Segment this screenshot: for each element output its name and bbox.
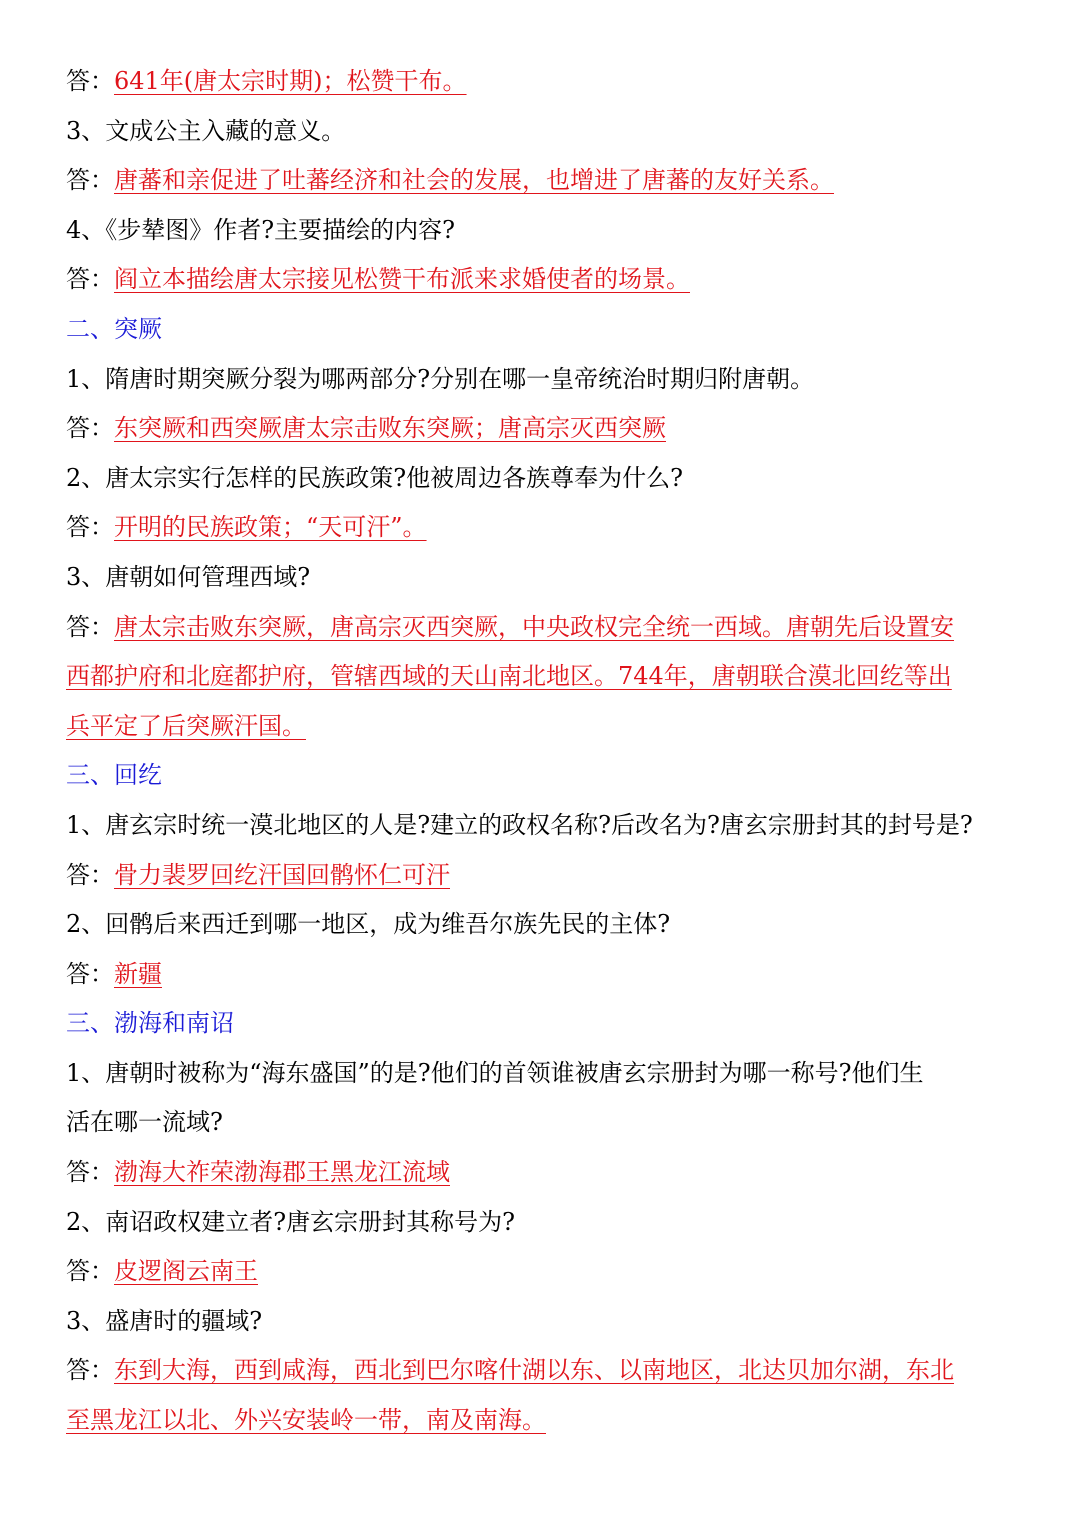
answer-text: 兵平定了后突厥汗国。: [66, 711, 306, 740]
question-continuation-line: 活在哪一流域?: [66, 1108, 223, 1137]
answer-prefix: 答：: [66, 612, 114, 641]
question-line: 2、南诏政权建立者?唐玄宗册封其称号为?: [66, 1207, 516, 1236]
answer-line: [66, 255, 1026, 305]
answer-text: 至黑龙江以北、外兴安装岭一带，南及南海。: [66, 1406, 546, 1435]
answer-text: 开明的民族政策；“天可汗”。: [114, 513, 427, 542]
question-line: 1、唐朝时被称为“海东盛国”的是?他们的首领谁被唐玄宗册封为哪一称号?他们生: [66, 1058, 924, 1087]
answer-prefix: 答：: [66, 959, 114, 988]
answer-continuation-line: [66, 652, 1026, 702]
answer-line: [66, 851, 1026, 901]
answer-line: [66, 1247, 1026, 1297]
answer-prefix: 答：: [66, 1356, 114, 1385]
answer-text: 阎立本描绘唐太宗接见松赞干布派来求婚使者的场景。: [114, 265, 690, 294]
answer-line: [66, 950, 1026, 1000]
question-line: 2、唐太宗实行怎样的民族政策?他被周边各族尊奉为什么?: [66, 463, 684, 492]
question-line: 3、盛唐时的疆域?: [66, 1306, 263, 1335]
answer-text: 新疆: [114, 959, 162, 988]
question-line: 1、隋唐时期突厥分裂为哪两部分?分别在哪一皇帝统治时期归附唐朝。: [66, 364, 815, 393]
section-heading: 二、突厥: [66, 314, 162, 343]
answer-continuation-line: [66, 1396, 1026, 1446]
answer-line: [66, 603, 1026, 653]
answer-line: [66, 1148, 1026, 1198]
answer-text: 皮逻阁云南王: [114, 1257, 258, 1286]
answer-prefix: 答：: [66, 414, 114, 443]
answer-text: 东到大海，西到咸海，西北到巴尔喀什湖以东、以南地区，北达贝加尔湖，东北: [114, 1356, 954, 1385]
answer-text: 唐太宗击败东突厥，唐高宗灭西突厥，中央政权完全统一西域。唐朝先后设置安: [114, 612, 954, 641]
section-heading: 三、渤海和南诏: [66, 1009, 234, 1038]
answer-text: 骨力裴罗回纥汗国回鹘怀仁可汗: [114, 860, 450, 889]
answer-line: [66, 57, 1026, 107]
answer-text: 641年(唐太宗时期)；松赞干布。: [114, 67, 467, 95]
answer-text: 渤海大祚荣渤海郡王黑龙江流域: [114, 1158, 450, 1187]
answer-line: [66, 503, 1026, 553]
question-line: 3、文成公主入藏的意义。: [66, 116, 346, 145]
answer-prefix: 答：: [66, 67, 114, 95]
question-line: 1、唐玄宗时统一漠北地区的人是?建立的政权名称?后改名为?唐玄宗册封其的封号是?: [66, 810, 973, 839]
question-line: 4、《步辇图》作者?主要描绘的内容?: [66, 215, 456, 244]
answer-line: [66, 156, 1026, 206]
answer-prefix: 答：: [66, 166, 114, 195]
section-heading: 三、回纥: [66, 761, 162, 790]
document-page: [66, 57, 1026, 1446]
answer-line: [66, 1346, 1026, 1396]
answer-prefix: 答：: [66, 860, 114, 889]
answer-prefix: 答：: [66, 513, 114, 542]
answer-continuation-line: [66, 702, 1026, 752]
answer-text: 西都护府和北庭都护府，管辖西域的天山南北地区。744年，唐朝联合漠北回纥等出: [66, 662, 952, 691]
answer-text: 唐蕃和亲促进了吐蕃经济和社会的发展，也增进了唐蕃的友好关系。: [114, 166, 834, 195]
question-line: 2、回鹘后来西迁到哪一地区，成为维吾尔族先民的主体?: [66, 910, 671, 939]
answer-line: [66, 404, 1026, 454]
answer-prefix: 答：: [66, 1257, 114, 1286]
answer-text: 东突厥和西突厥唐太宗击败东突厥；唐高宗灭西突厥: [114, 414, 666, 443]
answer-prefix: 答：: [66, 265, 114, 294]
answer-prefix: 答：: [66, 1158, 114, 1187]
question-line: 3、唐朝如何管理西域?: [66, 562, 311, 591]
